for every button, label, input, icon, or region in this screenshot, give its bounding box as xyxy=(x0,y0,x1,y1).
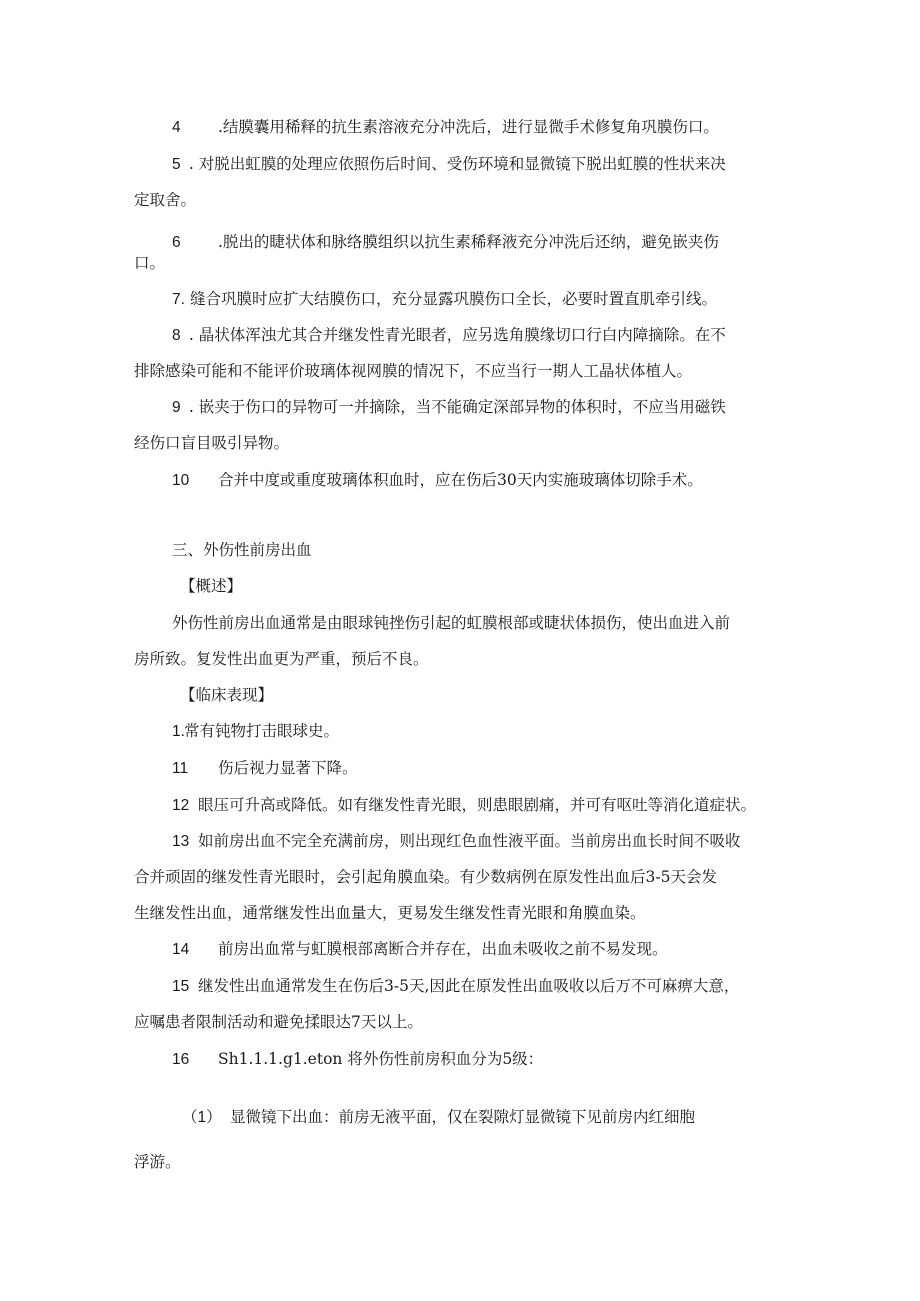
item-5-line-1 xyxy=(172,154,832,174)
item-number: 12 xyxy=(172,797,190,814)
item-text: 眼压可升高或降低。如有继发性青光眼，则患眼剧痛，并可有呕吐等消化道症状。 xyxy=(198,796,757,814)
overview-text-line-2: 房所致。复发性出血更为严重，预后不良。 xyxy=(134,650,429,668)
item-text: . 晶状体浑浊尤其合并继发性青光眼者，应另选角膜缘切口行白内障摘除。在不 xyxy=(184,326,726,344)
overview-text-line-1: 外伤性前房出血通常是由眼球钝挫伤引起的虹膜根部或睫状体损伤，使出血进入前 xyxy=(172,614,731,632)
item-number: 1. xyxy=(172,723,185,740)
item-5-line-2 xyxy=(134,190,794,210)
item-number: 15 xyxy=(172,978,190,995)
item-text: 口。 xyxy=(134,254,166,272)
section-title: 三、外伤性前房出血 xyxy=(172,541,312,559)
item-number: 5 xyxy=(172,156,181,173)
item-text: 合并中度或重度玻璃体积血时，应在伤后30天内实施玻璃体切除手术。 xyxy=(218,471,703,489)
clinical-header: 【临床表现】 xyxy=(180,686,274,704)
grade-item-1-line-2: 浮游。 xyxy=(134,1153,181,1171)
clinical-item-13-line-2: 合并顽固的继发性青光眼时，会引起角膜血染。有少数病例在原发性出血后3-5天会发 xyxy=(134,868,717,886)
item-9-line-2 xyxy=(134,433,794,453)
item-text: 定取舍。 xyxy=(134,191,197,209)
item-number: 11 xyxy=(172,760,189,777)
item-8-line-2 xyxy=(134,361,794,381)
item-text: 前房出血常与虹膜根部离断合并存在，出血未吸收之前不易发现。 xyxy=(218,940,668,958)
item-4-line-1 xyxy=(172,117,832,137)
item-number: 6 xyxy=(172,234,181,251)
item-text: .脱出的睫状体和脉络膜组织以抗生素稀释液充分冲洗后还纳，避免嵌夹伤 xyxy=(218,233,719,251)
item-number: 4 xyxy=(172,119,181,136)
item-number: 16 xyxy=(172,1051,190,1068)
item-text: 缝合巩膜时应扩大结膜伤口，充分显露巩膜伤口全长，必要时置直肌牵引线。 xyxy=(190,290,718,308)
item-text: .结膜囊用稀释的抗生素溶液充分冲洗后，进行显微手术修复角巩膜伤口。 xyxy=(218,118,719,136)
clinical-item-14 xyxy=(172,939,832,959)
item-number: 7. xyxy=(172,291,185,308)
item-8-line-1 xyxy=(172,325,832,345)
item-text: 常有钝物打击眼球史。 xyxy=(184,722,340,740)
clinical-item-12 xyxy=(172,795,832,815)
clinical-item-1 xyxy=(172,721,832,741)
item-text: 排除感染可能和不能评价玻璃体视网膜的情况下，不应当行一期人工晶状体植人。 xyxy=(134,362,693,380)
clinical-item-15-line-2: 应嘱患者限制活动和避免揉眼达7天以上。 xyxy=(134,1013,423,1031)
item-text: 伤后视力显著下降。 xyxy=(218,759,358,777)
item-number: 9 xyxy=(172,399,181,416)
item-number: 10 xyxy=(172,472,190,489)
item-6-line-2 xyxy=(134,253,794,273)
item-10-line-1 xyxy=(172,470,832,490)
item-text: . 嵌夹于伤口的异物可一并摘除，当不能确定深部异物的体积时，不应当用磁铁 xyxy=(184,398,726,416)
item-number: 13 xyxy=(172,833,190,850)
item-text: 显微镜下出血：前房无液平面，仅在裂隙灯显微镜下见前房内红细胞 xyxy=(230,1108,696,1126)
item-number: 8 xyxy=(172,327,181,344)
item-text: 如前房出血不完全充满前房，则出现红色血性液平面。当前房出血长时间不吸收 xyxy=(198,832,741,850)
clinical-item-15-line-1 xyxy=(172,976,832,996)
item-number: 14 xyxy=(172,941,190,958)
clinical-item-11 xyxy=(172,758,832,778)
item-text: Sh1.1.1.g1.eton 将外伤性前房积血分为5级： xyxy=(218,1050,544,1068)
item-6-line-1 xyxy=(172,232,832,252)
clinical-item-16 xyxy=(172,1049,832,1069)
overview-header: 【概述】 xyxy=(180,577,243,595)
item-9-line-1 xyxy=(172,397,832,417)
clinical-item-13-line-3: 生继发性出血，通常继发性出血量大，更易发生继发性青光眼和角膜血染。 xyxy=(134,904,646,922)
item-7-line-1 xyxy=(172,289,832,309)
item-text: 经伤口盲目吸引异物。 xyxy=(134,434,290,452)
clinical-item-13-line-1 xyxy=(172,831,832,851)
item-text: 继发性出血通常发生在伤后3-5天,因此在原发性出血吸收以后万不可麻痹大意， xyxy=(198,977,740,995)
grade-item-1-line-1 xyxy=(182,1107,842,1127)
item-text: . 对脱出虹膜的处理应依照伤后时间、受伤环境和显微镜下脱出虹膜的性状来决 xyxy=(184,155,726,173)
item-number: （1） xyxy=(182,1109,222,1126)
